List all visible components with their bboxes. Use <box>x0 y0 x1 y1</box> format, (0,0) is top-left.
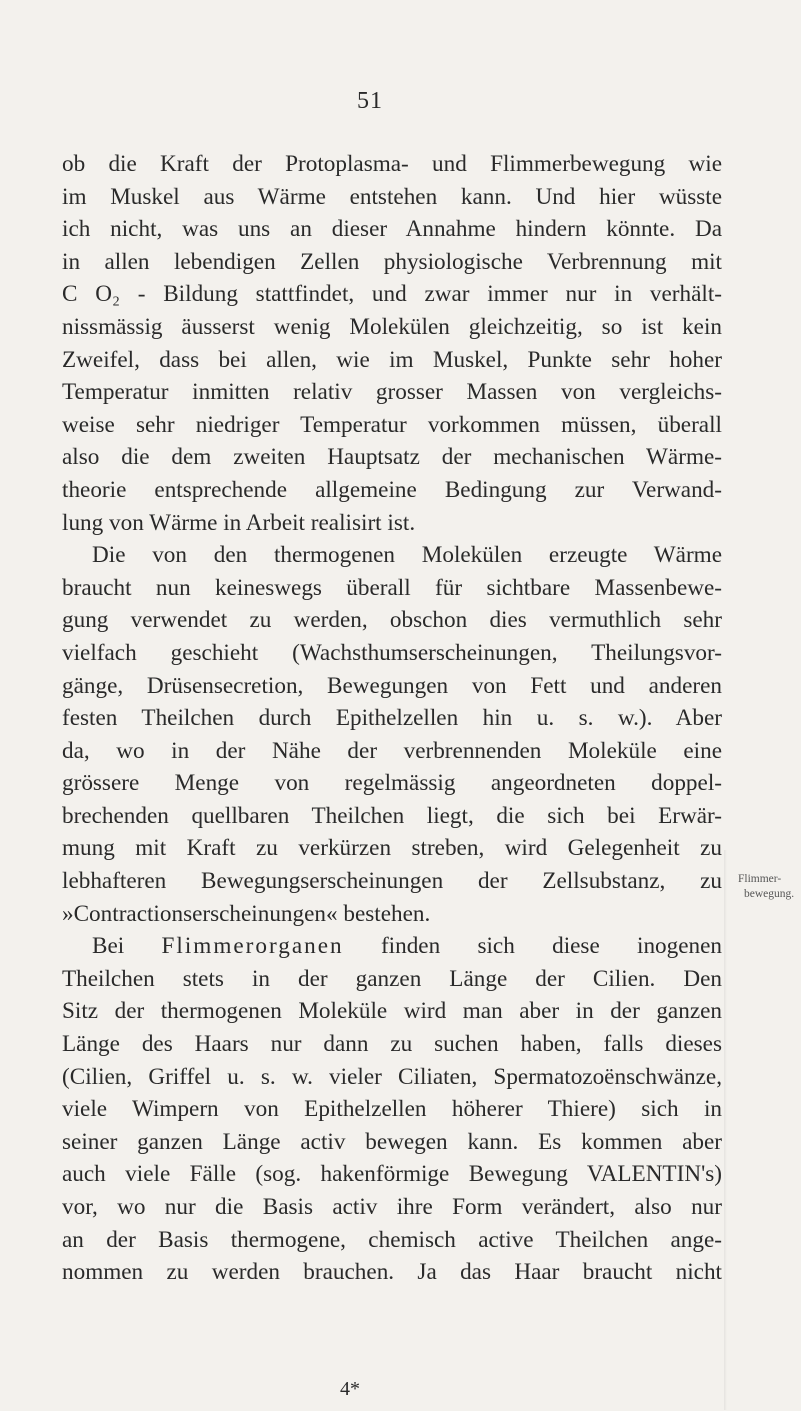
text-fragment: finden sich diese inogenen <box>380 933 723 960</box>
text-line: da, wo in der Nähe der verbrennenden Moleküle eine <box>62 737 722 764</box>
margin-note <box>738 872 801 902</box>
text-line: in allen lebendigen Zellen physiologische Verbrennung mit <box>62 248 722 275</box>
text-line: Temperatur inmitten relativ grosser Massen von vergleichs- <box>62 379 722 406</box>
text-line: lung von Wärme in Arbeit realisirt ist. <box>62 509 416 536</box>
text-line: ob die Kraft der Protoplasma- und Flimmerbewegung wie <box>62 151 722 177</box>
margin-note-line: Flimmer- <box>738 873 782 885</box>
text-line: brechenden quellbaren Theilchen liegt, die sich bei Erwär- <box>62 802 722 829</box>
text-line: ich nicht, was uns an dieser Annahme hindern könnte. Da <box>62 216 722 243</box>
text-line: Theilchen stets in der ganzen Länge der Cilien. Den <box>62 965 722 992</box>
text-line: vor, wo nur die Basis activ ihre Form verändert, also nur <box>62 1194 722 1220</box>
text-line: im Muskel aus Wärme entstehen kann. Und hier wüsste <box>62 183 722 210</box>
text-line: Sitz der thermogenen Moleküle wird man aber in der ganzen <box>62 998 722 1025</box>
text-line: auch viele Fälle (sog. hakenförmige Bewegung VALENTIN's) <box>62 1161 722 1188</box>
text-line: theorie entsprechende allgemeine Bedingung zur Verwand- <box>62 476 722 503</box>
spaced-term: Flimmerorganen <box>161 933 344 960</box>
text-line: (Cilien, Griffel u. s. w. vieler Ciliaten, Spermatozoënschwänze, <box>62 1063 722 1090</box>
text-line: Länge des Haars nur dann zu suchen haben, falls dieses <box>62 1031 722 1058</box>
text-line: vielfach geschieht (Wachsthumserscheinungen, Theilungsvor- <box>62 639 722 666</box>
text-line-with-term <box>62 930 722 963</box>
text-line: mung mit Kraft zu verkürzen streben, wird Gelegenheit zu <box>62 835 722 862</box>
text-line: weise sehr niedriger Temperatur vorkommen müssen, überall <box>62 411 722 438</box>
margin-note-line: bewegung. <box>744 888 795 900</box>
text-line: Die von den thermogenen Molekülen erzeugte Wärme <box>92 542 722 569</box>
page-number: 51 <box>357 88 383 114</box>
text-line: seiner ganzen Länge activ bewegen kann. Es kommen aber <box>62 1128 722 1155</box>
text-line: nommen zu werden brauchen. Ja das Haar braucht nicht <box>62 1259 722 1286</box>
body-text <box>62 148 722 1289</box>
text-line: an der Basis thermogene, chemisch active Theilchen ange- <box>62 1226 722 1253</box>
text-line: gänge, Drüsensecretion, Bewegungen von Fett und anderen <box>62 672 722 699</box>
text-line: Zweifel, dass bei allen, wie im Muskel, Punkte sehr hoher <box>62 346 722 373</box>
text-line: braucht nun keineswegs überall für sichtbare Massenbewe- <box>62 574 722 601</box>
text-line: C O₂ - Bildung stattfindet, und zwar immer nur in verhält- <box>62 281 722 308</box>
text-line: also die dem zweiten Hauptsatz der mechanischen Wärme- <box>62 444 722 471</box>
text-fragment: Bei <box>92 933 125 960</box>
text-line: gung verwendet zu werden, obschon dies vermuthlich sehr <box>62 607 722 634</box>
signature-mark: 4* <box>340 1378 360 1400</box>
text-line: grössere Menge von regelmässig angeordneten doppel- <box>62 770 722 797</box>
text-line: nissmässig äusserst wenig Molekülen gleichzeitig, so ist kein <box>62 313 722 340</box>
text-line: viele Wimpern von Epithelzellen höherer Thiere) sich in <box>62 1096 722 1123</box>
page-fold-shadow <box>724 850 727 1410</box>
text-line: »Contractionserscheinungen« bestehen. <box>62 900 431 927</box>
text-line: lebhafteren Bewegungserscheinungen der Zellsubstanz, zu <box>62 868 722 895</box>
text-line: festen Theilchen durch Epithelzellen hin u. s. w.). Aber <box>62 705 722 732</box>
